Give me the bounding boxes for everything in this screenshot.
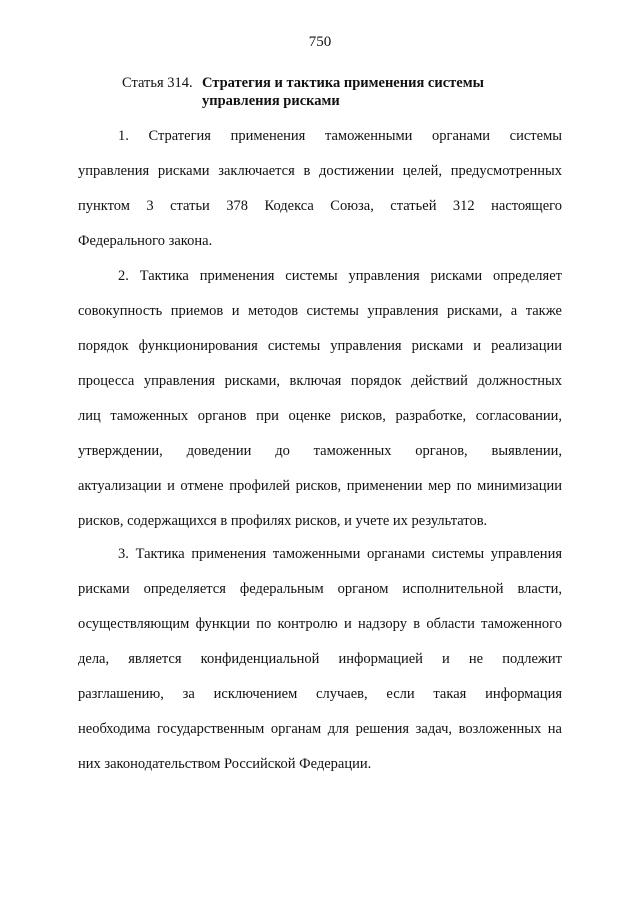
paragraph-line: порядок функционирования системы управления рисками и реализации [78,338,562,354]
paragraph-line: процесса управления рисками, включая порядок действий должностных [78,373,562,389]
paragraph-line: них законодательством Российской Федерации. [78,756,372,772]
article-title-line1: Стратегия и тактика применения системы [202,75,484,91]
paragraph-line: необходима государственным органам для решения задач, возложенных на [78,721,562,737]
article-label: Статья 314. [122,75,193,91]
paragraph-line: осуществляющим функции по контролю и надзору в области таможенного [78,616,562,632]
paragraph-line: 1. Стратегия применения таможенными органами системы [118,128,562,144]
paragraph-line: пунктом 3 статьи 378 Кодекса Союза, статьей 312 настоящего [78,198,562,214]
paragraph-line: актуализации и отмене профилей рисков, применении мер по минимизации [78,478,562,494]
paragraph-line: разглашению, за исключением случаев, если такая информация [78,686,562,702]
paragraph-3 [78,537,562,782]
article-heading [122,74,562,110]
paragraph-2 [78,259,562,539]
article-title-line2: управления рисками [202,93,340,109]
paragraph-line: управления рисками заключается в достижении целей, предусмотренных [78,163,562,179]
paragraph-line: 2. Тактика применения системы управления рисками определяет [118,268,562,284]
paragraph-line: утверждении, доведении до таможенных органов, выявлении, [78,443,562,459]
paragraph-line: 3. Тактика применения таможенными органами системы управления [118,546,562,562]
paragraph-1 [78,119,562,259]
paragraph-line: совокупность приемов и методов системы управления рисками, а также [78,303,562,319]
paragraph-line: рисков, содержащихся в профилях рисков, и учете их результатов. [78,513,488,529]
paragraph-line: рисками определяется федеральным органом исполнительной власти, [78,581,562,597]
page-number: 750 [308,34,332,50]
paragraph-line: лиц таможенных органов при оценке рисков, разработке, согласовании, [78,408,562,424]
paragraph-line: дела, является конфиденциальной информацией и не подлежит [78,651,562,667]
paragraph-line: Федерального закона. [78,233,213,249]
